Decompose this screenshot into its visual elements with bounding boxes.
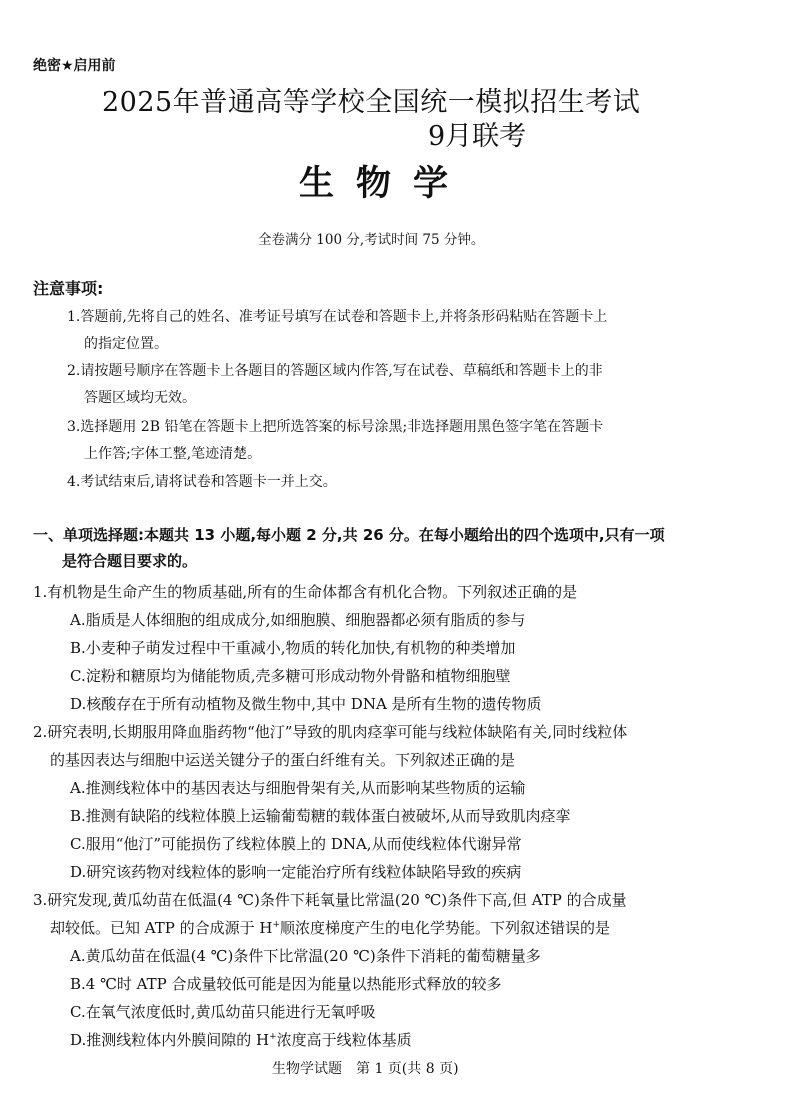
subject-title: 生物学 [299,163,471,204]
q2-option-b: B.推测有缺陷的线粒体膜上运输葡萄糖的载体蛋白被破坏,从而导致肌肉痉挛 [70,807,571,825]
note-1-line1: 1.答题前,先将自己的姓名、准考证号填写在试卷和答题卡上,并将条形码粘贴在答题卡上 [67,309,608,325]
q1-option-b: B.小麦种子萌发过程中干重减小,物质的转化加快,有机物的种类增加 [70,639,516,657]
q1-option-d: D.核酸存在于所有动植物及微生物中,其中 DNA 是所有生物的遗传物质 [70,695,542,713]
section-heading-cont: 是符合题目要求的。 [62,552,198,570]
q3-option-d-text-a: D.推测线粒体内外膜间隙的 H [70,1031,270,1049]
q3-stem-text-a: 却较低。已知 ATP 的合成源于 H [50,919,273,937]
hydrogen-ion-charge: + [272,920,281,930]
q3-option-c: C.在氧气浓度低时,黄瓜幼苗只能进行无氧呼吸 [70,1003,376,1021]
q3-stem: 3.研究发现,黄瓜幼苗在低温(4 ℃)条件下耗氧量比常温(20 ℃)条件下高,但 ATP 的合成量 [33,891,627,909]
q3-option-d [70,1029,412,1050]
q3-option-d-text-b: 浓度高于线粒体基质 [276,1031,412,1049]
q3-option-b: B.4 ℃时 ATP 合成量较低可能是因为能量以热能形式释放的较多 [70,975,502,993]
q1-stem: 1.有机物是生命产生的物质基础,所有的生命体都含有机化合物。下列叙述正确的是 [33,583,578,601]
note-4-line1: 4.考试结束后,请将试卷和答题卡一并上交。 [67,474,337,490]
hydrogen-ion-charge: + [269,1032,277,1042]
q2-stem-cont: 的基因表达与细胞中运送关键分子的蛋白纤维有关。下列叙述正确的是 [50,751,516,769]
q2-option-c: C.服用“他汀”可能损伤了线粒体膜上的 DNA,从而使线粒体代谢异常 [70,835,522,853]
q3-stem-text-b: 顺浓度梯度产生的电化学势能。下列叙述错误的是 [280,919,611,937]
note-2-line2: 答题区域均无效。 [84,390,196,406]
notes-heading: 注意事项: [33,279,104,298]
note-1-line2: 的指定位置。 [84,336,168,352]
q2-option-a: A.推测线粒体中的基因表达与细胞骨架有关,从而影响某些物质的运输 [70,779,526,797]
q3-option-a: A.黄瓜幼苗在低温(4 ℃)条件下比常温(20 ℃)条件下消耗的葡萄糖量多 [70,947,541,965]
exam-title: 2025年普通高等学校全国统一模拟招生考试 [102,87,641,118]
q1-option-a: A.脂质是人体细胞的组成成分,如细胞膜、细胞器都必须有脂质的参与 [70,611,526,629]
exam-info: 全卷满分 100 分,考试时间 75 分钟。 [258,232,485,248]
note-3-line2: 上作答;字体工整,笔迹清楚。 [84,446,262,462]
q2-stem: 2.研究表明,长期服用降血脂药物“他汀”导致的肌肉痉挛可能与线粒体缺陷有关,同时线粒体 [33,723,628,741]
note-2-line1: 2.请按题号顺序在答题卡上各题目的答题区域内作答,写在试卷、草稿纸和答题卡上的非 [67,363,603,379]
note-3-line1: 3.选择题用 2B 铅笔在答题卡上把所选答案的标号涂黑;非选择题用黑色签字笔在答题卡 [67,419,604,435]
q1-option-c: C.淀粉和糖原均为储能物质,壳多糖可形成动物外骨骼和植物细胞壁 [70,667,511,685]
q2-option-d: D.研究该药物对线粒体的影响一定能治疗所有线粒体缺陷导致的疾病 [70,863,522,881]
q3-stem-cont [50,917,610,938]
section-heading: 一、单项选择题:本题共 13 小题,每小题 2 分,共 26 分。在每小题给出的四个选项中,只有一项 [33,526,665,544]
page-footer: 生物学试题 第 1 页(共 8 页) [272,1061,459,1077]
exam-subtitle: 9月联考 [428,121,527,152]
confidential-label: 绝密★启用前 [33,58,116,74]
